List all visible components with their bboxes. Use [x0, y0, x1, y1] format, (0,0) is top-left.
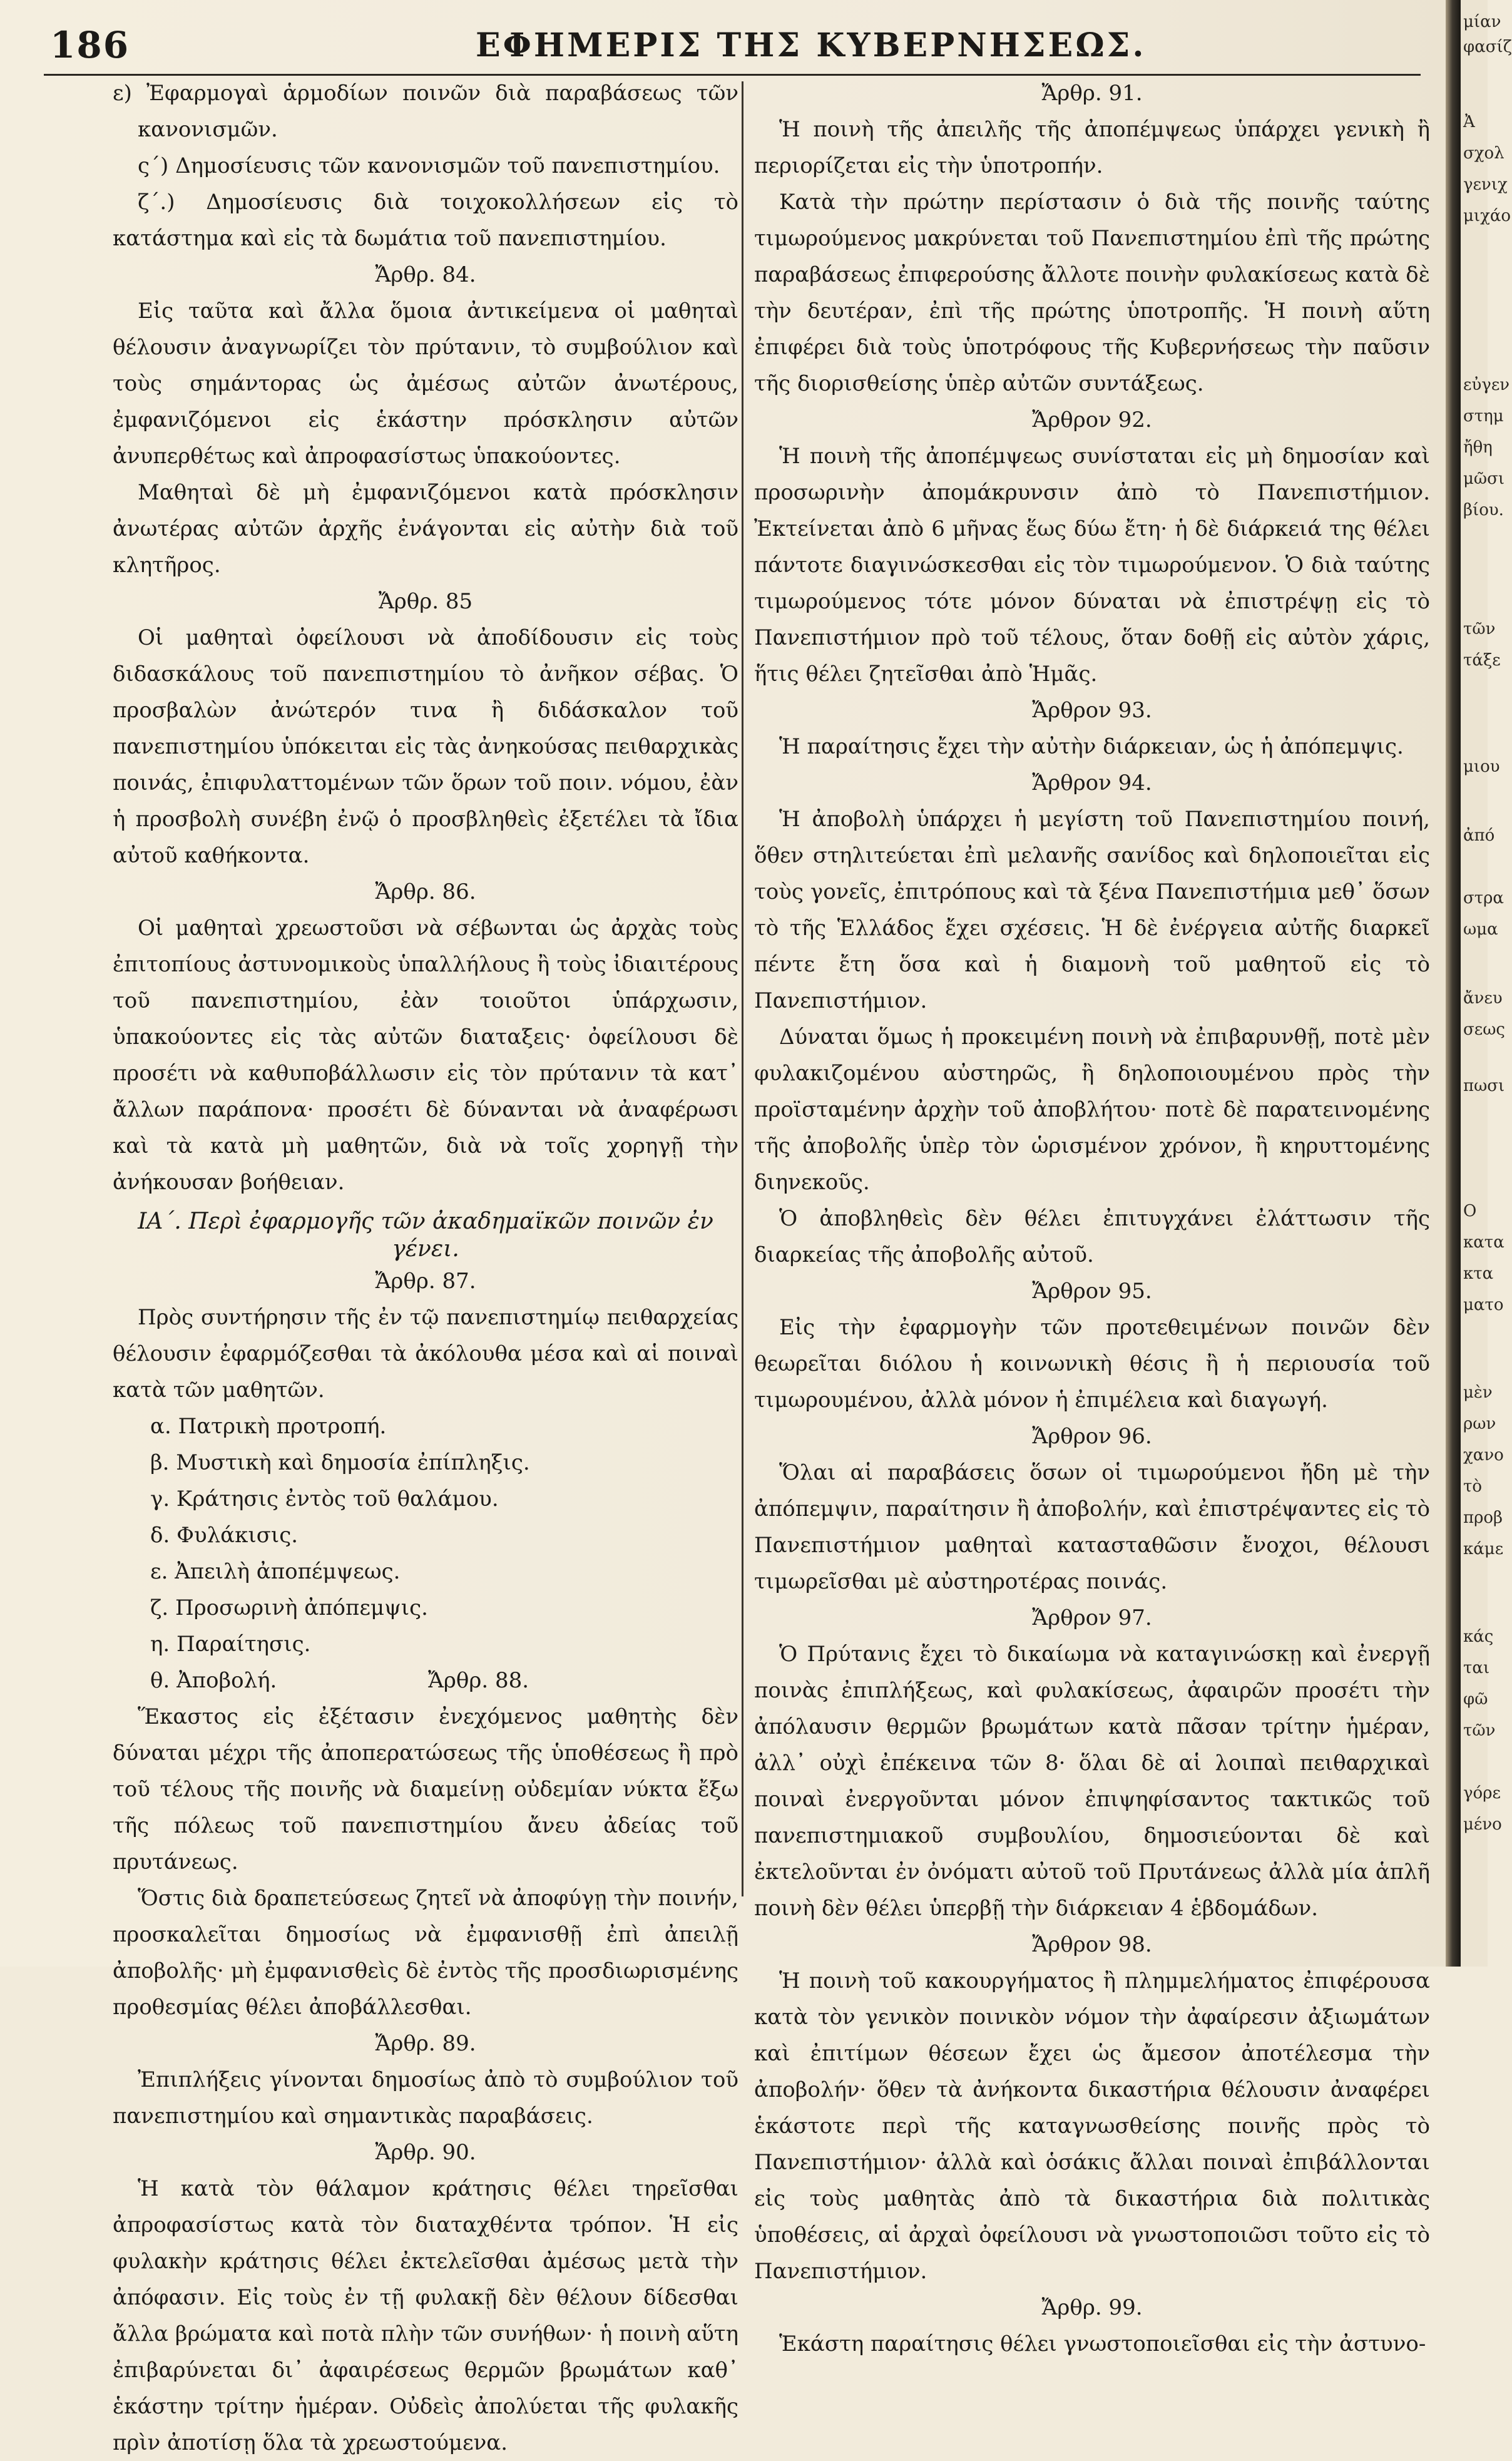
- column-divider: [742, 81, 743, 1896]
- article-heading: Ἄρθρ. 90.: [375, 2140, 476, 2165]
- paragraph: ε) Ἐφαρμογαὶ ἁρμοδίων ποινῶν διὰ παραβάσεως τῶν κανονισμῶν.: [113, 81, 738, 142]
- margin-fragment: μένο: [1463, 1815, 1502, 1834]
- margin-fragment: τῶν: [1463, 620, 1496, 638]
- margin-fragment: πωσι: [1463, 1077, 1505, 1095]
- list-item: α. Πατρικὴ προτροπή.: [150, 1414, 387, 1439]
- margin-fragment: προβ: [1463, 1508, 1503, 1527]
- list-item: ε. Ἀπειλὴ ἀποπέμψεως.: [150, 1559, 401, 1584]
- article-heading: Ἄρθρον 94.: [1032, 770, 1152, 796]
- paragraph: Πρὸς συντήρησιν τῆς ἐν τῷ πανεπιστημίῳ πειθαρχείας θέλουσιν ἐφαρμόζεσθαι τὰ ἀκόλουθα μέσα καὶ αἱ ποιναὶ κατὰ τῶν μαθητῶν.: [113, 1305, 738, 1403]
- paragraph: Ἐπιπλήξεις γίνονται δημοσίως ἀπὸ τὸ συμβούλιον τοῦ πανεπιστημίου καὶ σημαντικὰς παραβάσεις.: [113, 2067, 738, 2129]
- list-item: δ. Φυλάκισις.: [150, 1523, 299, 1548]
- paragraph: ς΄) Δημοσίευσις τῶν κανονισμῶν τοῦ πανεπιστημίου.: [138, 153, 720, 178]
- margin-fragment: ωμα: [1463, 920, 1498, 939]
- list-item: β. Μυστικὴ καὶ δημοσία ἐπίπληξις.: [150, 1450, 530, 1475]
- margin-fragment: τῶν: [1463, 1721, 1496, 1740]
- page-number: 186: [50, 24, 130, 66]
- margin-fragment: φασίζ: [1463, 38, 1512, 56]
- article-heading: Ἄρθρ. 99.: [1041, 2295, 1143, 2320]
- margin-fragment: γενιχ: [1463, 175, 1508, 194]
- margin-fragment: Ἀ: [1463, 113, 1475, 131]
- paragraph: Ἑκάστη παραίτησις θέλει γνωστοποιεῖσθαι εἰς τὴν ἀστυνο-: [779, 2331, 1426, 2356]
- article-heading: Ἄρθρ. 89.: [375, 2031, 476, 2056]
- paragraph: Ἡ ποινὴ τοῦ κακουργήματος ἢ πλημμελήματος ἐπιφέρουσα κατὰ τὸν γενικὸν ποινικὸν νόμον τὴν ἀφαίρεσιν ἀξιωμάτων καὶ ἐπιτίμων θέσεων ἔχει ὡς ἄμεσον ἀποτέλεσμα τὴν ἀποβολήν· ὅθεν τὰ ἀνήκοντα δικαστήρια θέλουσιν ἀναφέρει ἑκάστοτε περὶ τῆς καταγνωσθείσης ποινῆς πρὸς τὸ Πανεπιστήμιον· ἀλλὰ καὶ ὁσάκις ἄλλαι ποιναὶ ἐπιβάλλονται εἰς τοὺς μαθητὰς ἀπὸ τὰ δικαστήρια διὰ πολιτικὰς ὑποθέσεις, αἱ ἀρχαὶ ὀφείλουσι νὰ γνωστοποιῶσι τοῦτο εἰς τὸ Πανεπιστήμιον.: [754, 1968, 1430, 2284]
- margin-fragment: χανο: [1463, 1446, 1504, 1465]
- margin-fragment: σεως: [1463, 1020, 1505, 1039]
- article-heading: Ἄρθρον 98.: [1032, 1932, 1152, 1957]
- margin-fragment: μῶσι: [1463, 469, 1505, 488]
- paragraph: Εἰς τὴν ἐφαρμογὴν τῶν προτεθειμένων ποινῶν δὲν θεωρεῖται διόλου ἡ κοινωνικὴ θέσις ἢ ἡ περιουσία τοῦ τιμωρουμένου, ἀλλὰ μόνον ἡ ἐπιμέλεια καὶ διαγωγή.: [754, 1315, 1430, 1413]
- article-heading: Ἄρθρ. 91.: [1041, 81, 1143, 106]
- newspaper-title: ΕΦΗΜΕΡΙΣ ΤΗΣ ΚΥΒΕΡΝΗΣΕΩΣ.: [476, 26, 1147, 64]
- right-column: [754, 75, 1430, 2362]
- paragraph: Εἰς ταῦτα καὶ ἄλλα ὅμοια ἀντικείμενα οἱ μαθηταὶ θέλουσιν ἀναγνωρίζει τὸν πρύτανιν, τὸ συμβούλιον καὶ τοὺς σημάντορας ὡς ἀμέσως αὐτῶν ἀνωτέρους, ἐμφανιζόμενοι εἰς ἑκάστην πρόσκλησιν αὐτῶν ἀνυπερθέτως καὶ ἀπροφασίστως ὑπακούοντες.: [113, 299, 738, 469]
- margin-fragment: φῶ: [1463, 1690, 1488, 1709]
- margin-fragment: ἀπό: [1463, 826, 1495, 845]
- paragraph: Κατὰ τὴν πρώτην περίστασιν ὁ διὰ τῆς ποινῆς ταύτης τιμωρούμενος μακρύνεται τοῦ Πανεπιστημίου ἐπὶ τῆς πρώτης παραβάσεως ἐπιφερούσης ἄλλοτε ποινὴν φυλακίσεως κατὰ δὲ τὴν δευτέραν, ἐπὶ τῆς πρώτης ὑποτροπῆς. Ἡ ποινὴ αὕτη ἐπιφέρει διὰ τοὺς ὑποτρόφους τῆς Κυβερνήσεως τὴν παῦσιν τῆς διορισθείσης ὑπὲρ αὐτῶν συντάξεως.: [754, 190, 1430, 396]
- left-column: [113, 75, 738, 2461]
- list-item: ζ. Προσωρινὴ ἀπόπεμψις.: [150, 1595, 428, 1620]
- margin-fragment: ἤθη: [1463, 438, 1493, 457]
- margin-fragment: κάς: [1463, 1627, 1494, 1646]
- margin-fragment: μίαν: [1463, 13, 1501, 31]
- margin-fragment: κάμε: [1463, 1540, 1504, 1558]
- article-heading: Ἄρθρ. 88.: [427, 1668, 529, 1693]
- margin-fragment: ται: [1463, 1659, 1490, 1677]
- margin-fragment: εὐγεν: [1463, 376, 1510, 394]
- paragraph: Ἡ ποινὴ τῆς ἀποπέμψεως συνίσταται εἰς μὴ δημοσίαν καὶ προσωρινὴν ἀπομάκρυνσιν ἀπὸ τὸ Πανεπιστήμιον. Ἐκτείνεται ἀπὸ 6 μῆνας ἕως δύω ἔτη· ἡ δὲ διάρκειά της θέλει πάντοτε διαγινώσκεσθαι εἰς τὸν τιμωρούμενον. Ὁ διὰ ταύτης τιμωρούμενος τότε μόνον δύναται νὰ ἐπιστρέψῃ εἰς τὸ Πανεπιστήμιον πρὸ τοῦ τέλους, ὅταν δοθῇ εἰς αὐτὸν χάρις, ἥτις θέλει ζητεῖσθαι ἀπὸ Ἡμᾶς.: [754, 444, 1430, 687]
- list-item: η. Παραίτησις.: [150, 1632, 311, 1657]
- penalties-list: [113, 1408, 738, 1699]
- paragraph: Ὅστις διὰ δραπετεύσεως ζητεῖ νὰ ἀποφύγῃ τὴν ποινήν, προσκαλεῖται δημοσίως νὰ ἐμφανισθῇ ἐπὶ ἀπειλῇ ἀποβολῆς· μὴ ἐμφανισθεὶς δὲ ἐντὸς τῆς προσδιωρισμένης προθεσμίας θέλει ἀποβάλλεσθαι.: [113, 1886, 738, 2020]
- book-spine-gutter: [1446, 0, 1461, 1967]
- margin-fragment: γόρε: [1463, 1784, 1501, 1803]
- margin-fragment: μιου: [1463, 757, 1500, 776]
- section-heading: ΙΑ΄. Περὶ ἐφαρμογῆς τῶν ἀκαδημαϊκῶν ποινῶν ἐν γένει.: [138, 1209, 713, 1262]
- paragraph: Ἡ ἀποβολὴ ὑπάρχει ἡ μεγίστη τοῦ Πανεπιστημίου ποινή, ὅθεν στηλιτεύεται ἐπὶ μελανῆς σανίδος καὶ δηλοποιεῖται εἰς τοὺς γονεῖς, ἐπιτρόπους καὶ τὰ ξένα Πανεπιστήμια μεθ᾽ ὅσων τὸ τῆς Ἑλλάδος ἔχει σχέσεις. Ἡ δὲ ἐνέργεια αὐτῆς διαρκεῖ πέντε ἔτη ὅσα καὶ ἡ διαμονὴ τοῦ μαθητοῦ εἰς τὸ Πανεπιστήμιον.: [754, 807, 1430, 1013]
- margin-fragment: τὸ: [1463, 1477, 1483, 1496]
- margin-fragment: ἄνευ: [1463, 989, 1503, 1008]
- paragraph: Ἕκαστος εἰς ἐξέτασιν ἐνεχόμενος μαθητὴς δὲν δύναται μέχρι τῆς ἀποπερατώσεως τῆς ὑποθέσεως ἢ πρὸ τοῦ τέλους τῆς ποινῆς νὰ διαμείνῃ οὐδεμίαν νύκτα ἔξω τῆς πόλεως τοῦ πανεπιστημίου ἄνευ ἀδείας τοῦ πρυτάνεως.: [113, 1704, 738, 1875]
- page-header: [38, 18, 1446, 74]
- margin-fragment: κτα: [1463, 1264, 1494, 1283]
- paragraph: Ἡ παραίτησις ἔχει τὴν αὐτὴν διάρκειαν, ὡς ἡ ἀπόπεμψις.: [779, 734, 1404, 759]
- article-heading: Ἄρθρ. 84.: [375, 262, 476, 287]
- paragraph: ζ΄.) Δημοσίευσις διὰ τοιχοκολλήσεων εἰς τὸ κατάστημα καὶ εἰς τὰ δωμάτια τοῦ πανεπιστημίου.: [113, 190, 738, 251]
- adjacent-page-edge: [1461, 0, 1512, 1967]
- paragraph: Ὁ ἀποβληθεὶς δὲν θέλει ἐπιτυγχάνει ἐλάττωσιν τῆς διαρκείας τῆς ἀποβολῆς αὐτοῦ.: [754, 1206, 1430, 1267]
- list-item-with-article: [150, 1662, 738, 1699]
- article-heading: Ἄρθρ. 86.: [375, 879, 476, 904]
- margin-fragment: ρων: [1463, 1415, 1496, 1433]
- article-heading: Ἄρθρον 92.: [1032, 407, 1152, 432]
- paragraph: Ὅλαι αἱ παραβάσεις ὅσων οἱ τιμωρούμενοι ἤδη μὲ τὴν ἀπόπεμψιν, παραίτησιν ἢ ἀποβολήν, καὶ ἐπιστρέψαντες εἰς τὸ Πανεπιστήμιον μαθηταὶ κατασταθῶσιν ἔνοχοι, θέλουσι τιμωρεῖσθαι μὲ αὐστηροτέρας ποινάς.: [754, 1460, 1430, 1594]
- margin-fragment: μιχάο: [1463, 207, 1511, 225]
- margin-fragment: Ο: [1463, 1202, 1477, 1220]
- article-heading: Ἄρθρ. 85: [378, 589, 473, 614]
- list-item: θ. Ἀποβολή.: [150, 1668, 277, 1693]
- article-heading: Ἄρθρον 97.: [1032, 1605, 1152, 1630]
- article-heading: Ἄρθρον 93.: [1032, 698, 1152, 723]
- paragraph: Ἡ κατὰ τὸν θάλαμον κράτησις θέλει τηρεῖσθαι ἀπροφασίστως κατὰ τὸν διαταχθέντα τρόπον. Ἡ εἰς φυλακὴν κράτησις θέλει ἐκτελεῖσθαι ἀμέσως μετὰ τὴν ἀπόφασιν. Εἰς τοὺς ἐν τῇ φυλακῇ δὲν θέλουν δίδεσθαι ἄλλα βρώματα καὶ ποτὰ πλὴν τῶν συνήθων· ἡ ποινὴ αὕτη ἐπιβαρύνεται δι᾽ ἀφαιρέσεως θερμῶν βρωμάτων καθ᾽ ἑκάστην τρίτην ἡμέραν. Οὐδεὶς ἀπολύεται τῆς φυλακῆς πρὶν ἀποτίσῃ ὅλα τὰ χρεωστούμενα.: [113, 2176, 738, 2455]
- paragraph: Μαθηταὶ δὲ μὴ ἐμφανιζόμενοι κατὰ πρόσκλησιν ἀνωτέρας αὐτῶν ἀρχῆς ἐνάγονται εἰς αὐτὴν διὰ τοῦ κλητῆρος.: [113, 480, 738, 578]
- margin-fragment: μὲν: [1463, 1383, 1493, 1402]
- paragraph: Ὁ Πρύτανις ἔχει τὸ δικαίωμα νὰ καταγινώσκῃ καὶ ἐνεργῇ ποινὰς ἐπιπλήξεως, καὶ φυλακίσεως, ἀφαιρῶν προσέτι τὴν ἀπόλαυσιν θερμῶν βρωμάτων κατὰ πᾶσαν τρίτην ἡμέραν, ἀλλ᾽ οὐχὶ ἐπέκεινα τῶν 8· ὅλαι δὲ αἱ λοιπαὶ πειθαρχικαὶ ποιναὶ ἐνεργοῦνται μόνον ἐπιψηφίσαντος τακτικῶς τοῦ πανεπιστημιακοῦ συμβουλίου, δημοσιεύονται δὲ καὶ ἐκτελοῦνται ἐν ὀνόματι αὐτοῦ τοῦ Πρυτάνεως ἀλλὰ μία ἁπλῆ ποινὴ δὲν θέλει ὑπερβῇ τὴν διάρκειαν 4 ἑβδομάδων.: [754, 1642, 1430, 1921]
- paragraph: Ἡ ποινὴ τῆς ἀπειλῆς τῆς ἀποπέμψεως ὑπάρχει γενικὴ ἢ περιορίζεται εἰς τὴν ὑποτροπήν.: [754, 117, 1430, 178]
- article-heading: Ἄρθρον 96.: [1032, 1424, 1152, 1449]
- paragraph: Δύναται ὅμως ἡ προκειμένη ποινὴ νὰ ἐπιβαρυνθῇ, ποτὲ μὲν φυλακιζομένου αὐστηρῶς, ἢ δηλοποιουμένου πρὸς τὴν προϊσταμένην ἀρχὴν τοῦ ἀποβλήτου· ποτὲ δὲ παρατεινομένης τῆς ἀποβολῆς ὑπὲρ τὸν ὡρισμένον χρόνον, ἢ κηρυττομένης διηνεκοῦς.: [754, 1025, 1430, 1195]
- margin-fragment: στημ: [1463, 407, 1504, 426]
- margin-fragment: βίου.: [1463, 501, 1504, 519]
- list-item: γ. Κράτησις ἐντὸς τοῦ θαλάμου.: [150, 1486, 499, 1512]
- margin-fragment: ματο: [1463, 1296, 1504, 1314]
- margin-fragment: κατα: [1463, 1233, 1504, 1252]
- paragraph: Οἱ μαθηταὶ ὀφείλουσι νὰ ἀποδίδουσιν εἰς τοὺς διδασκάλους τοῦ πανεπιστημίου τὸ ἀνῆκον σέβας. Ὁ προσβαλὼν ἀνώτερόν τινα ἢ διδάσκαλον τοῦ πανεπιστημίου ὑπόκειται εἰς τὰς ἀνηκούσας πειθαρχικὰς ποινάς, ἐπιφυλαττομένων τῶν ὅρων τοῦ ποιν. νόμου, ἐὰν ἡ προσβολὴ συνέβη ἐνῷ ὁ προσβληθεὶς ἐξετέλει τὰ ἴδια αὐτοῦ καθήκοντα.: [113, 625, 738, 868]
- margin-fragment: στρα: [1463, 889, 1504, 908]
- article-heading: Ἄρθρον 95.: [1032, 1279, 1152, 1304]
- margin-fragment: σχολ: [1463, 144, 1504, 163]
- paragraph: Οἱ μαθηταὶ χρεωστοῦσι νὰ σέβωνται ὡς ἀρχὰς τοὺς ἐπιτοπίους ἀστυνομικοὺς ὑπαλλήλους ἢ τοὺς ἰδιαιτέρους τοῦ πανεπιστημίου, ἐὰν τοιοῦτοι ὑπάρχωσιν, ὑπακούοντες εἰς τὰς αὐτῶν διαταξεις· ὀφείλουσι δὲ προσέτι νὰ καθυποβάλλωσιν εἰς τὸν πρύτανιν τὰ κατ᾽ ἄλλων παράπονα· προσέτι δὲ δύνανται νὰ ἀναφέρωσι καὶ τὰ κατὰ μὴ μαθητῶν, διὰ νὰ τοῖς χορηγῇ τὴν ἀνήκουσαν βοήθειαν.: [113, 916, 738, 1195]
- article-heading: Ἄρθρ. 87.: [375, 1269, 476, 1294]
- margin-fragment: τάξε: [1463, 651, 1501, 670]
